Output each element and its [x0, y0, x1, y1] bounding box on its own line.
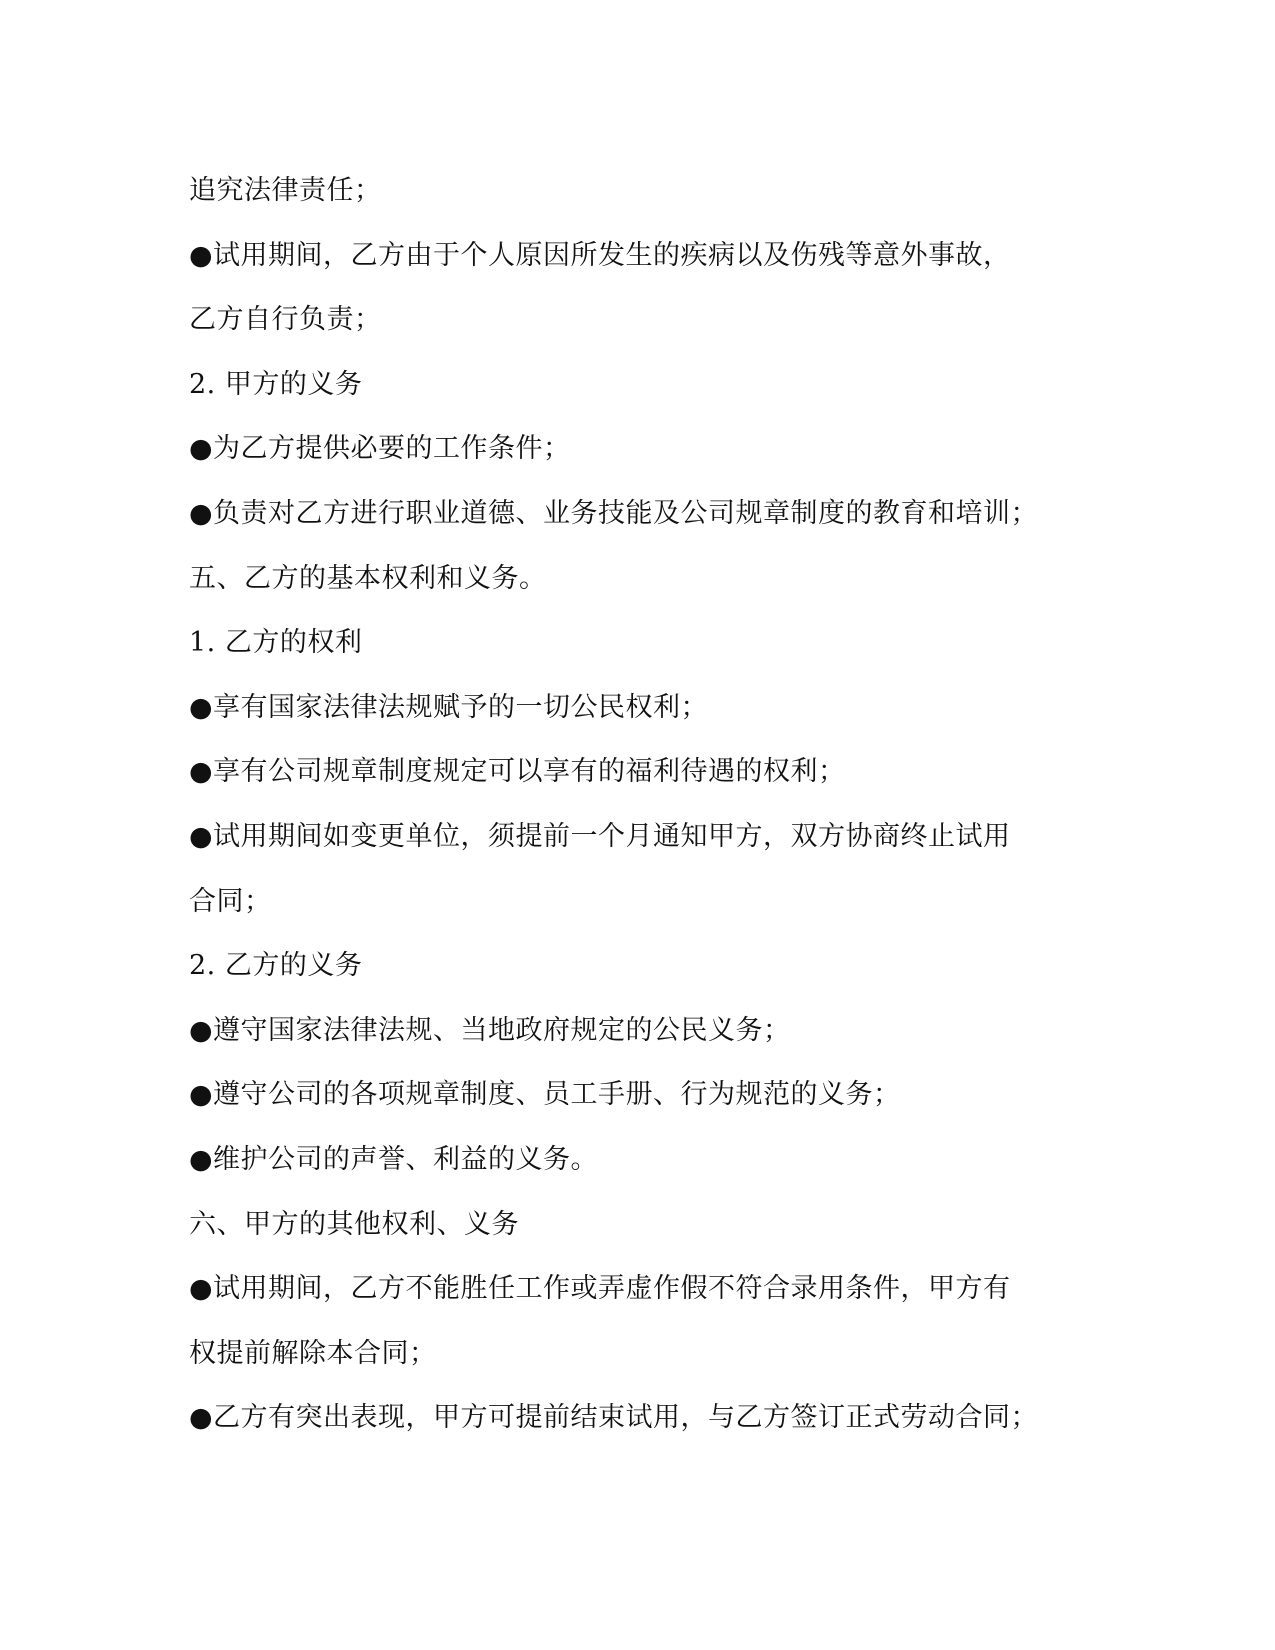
bullet-item: ●遵守国家法律法规、当地政府规定的公民义务； [189, 1014, 791, 1046]
bullet-item: ●享有国家法律法规赋予的一切公民权利； [189, 691, 709, 723]
subsection-heading: 2. 乙方的义务 [189, 950, 363, 982]
text-line: 合同； [189, 885, 272, 917]
bullet-item: ●试用期间如变更单位，须提前一个月通知甲方，双方协商终止试用 [189, 820, 1011, 852]
section-heading: 六、甲方的其他权利、义务 [189, 1208, 519, 1240]
text-line: 乙方自行负责； [189, 304, 382, 336]
bullet-item: ●为乙方提供必要的工作条件； [189, 433, 571, 465]
bullet-item: ●负责对乙方进行职业道德、业务技能及公司规章制度的教育和培训； [189, 497, 1039, 529]
subsection-heading: 2. 甲方的义务 [189, 368, 363, 400]
document-body [189, 165, 1089, 1457]
bullet-item: ●维护公司的声誉、利益的义务。 [189, 1143, 599, 1175]
bullet-item: ●试用期间，乙方由于个人原因所发生的疾病以及伤残等意外事故， [189, 239, 1011, 271]
bullet-item: ●享有公司规章制度规定可以享有的福利待遇的权利； [189, 756, 846, 788]
bullet-item: ●遵守公司的各项规章制度、员工手册、行为规范的义务； [189, 1079, 901, 1111]
subsection-heading: 1. 乙方的权利 [189, 627, 363, 659]
text-line: 权提前解除本合同； [189, 1337, 437, 1369]
bullet-item: ●乙方有突出表现，甲方可提前结束试用，与乙方签订正式劳动合同； [189, 1402, 1039, 1434]
text-line: 追究法律责任； [189, 175, 382, 206]
bullet-item: ●试用期间，乙方不能胜任工作或弄虚作假不符合录用条件，甲方有 [189, 1273, 1011, 1305]
section-heading: 五、乙方的基本权利和义务。 [189, 562, 547, 594]
